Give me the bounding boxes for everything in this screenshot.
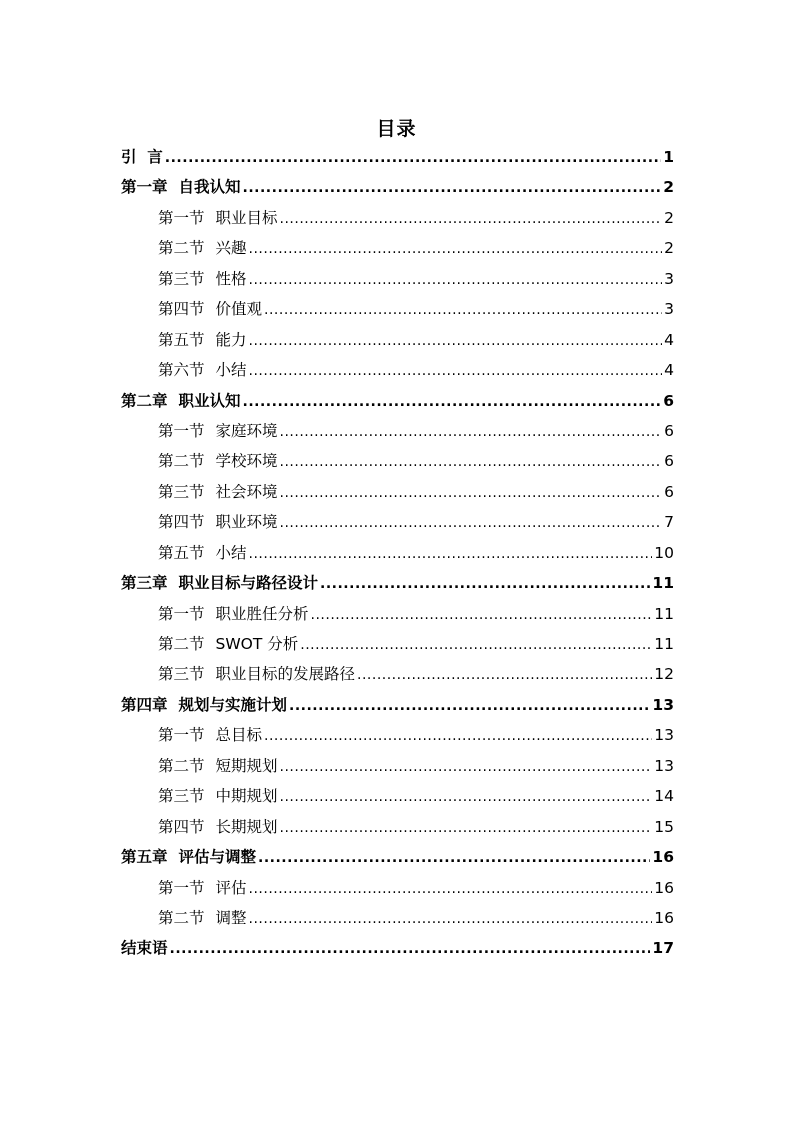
toc-entry-number: 第二节 (158, 635, 205, 653)
toc-entry-label: 小结 (215, 543, 247, 562)
toc-entry-title (158, 599, 311, 629)
toc-dot-leader (249, 874, 653, 904)
table-of-contents (121, 142, 674, 964)
toc-section-entry[interactable] (121, 720, 674, 750)
toc-chapter-entry[interactable] (121, 142, 674, 172)
toc-entry-number: 第一章 (121, 178, 168, 197)
toc-page-number: 6 (663, 391, 674, 410)
toc-entry-label: 长期规划 (215, 817, 278, 836)
toc-page-number: 2 (664, 239, 674, 258)
toc-dot-leader (280, 813, 653, 843)
toc-page-number: 13 (652, 695, 674, 714)
toc-entry-number: 第一节 (158, 421, 205, 440)
toc-chapter-entry[interactable] (121, 842, 674, 872)
toc-entry-number: 第一节 (158, 878, 205, 897)
toc-entry-number: 第三节 (158, 665, 205, 684)
toc-entry-label: 职业目标 (215, 208, 278, 227)
toc-entry-title (121, 142, 165, 172)
toc-page-number: 16 (652, 848, 674, 867)
toc-page-number: 11 (654, 635, 674, 653)
toc-page-number: 14 (654, 787, 674, 806)
toc-entry-label: 评估与调整 (178, 848, 257, 867)
toc-entry-label: 学校环境 (215, 452, 278, 471)
toc-dot-leader (300, 630, 652, 660)
toc-entry-label: 性格 (215, 269, 247, 288)
toc-dot-leader (311, 600, 653, 630)
toc-page-number: 12 (654, 665, 674, 684)
toc-page-number: 1 (663, 148, 674, 166)
toc-dot-leader (289, 691, 650, 721)
toc-entry-number: 第一节 (158, 208, 205, 227)
toc-entry-number: 第六节 (158, 361, 205, 380)
toc-dot-leader (165, 143, 661, 173)
toc-entry-label: 社会环境 (215, 482, 278, 501)
toc-entry-number: 第三节 (158, 787, 205, 806)
toc-entry-number: 第三节 (158, 482, 205, 501)
toc-entry-label: 职业目标的发展路径 (215, 665, 356, 684)
toc-section-entry[interactable] (121, 903, 674, 933)
toc-entry-label: 结束语 (121, 939, 168, 958)
toc-dot-leader (280, 508, 663, 538)
toc-entry-title (158, 233, 249, 263)
toc-entry-title (121, 842, 258, 872)
toc-entry-label: 职业环境 (215, 513, 278, 532)
toc-page-number: 3 (664, 300, 674, 319)
toc-entry-number: 第二节 (158, 756, 205, 775)
toc-page-number: 2 (664, 208, 674, 227)
toc-entry-label: SWOT 分析 (215, 635, 299, 653)
toc-entry-label: 职业胜任分析 (215, 604, 309, 623)
toc-entry-label: 小结 (215, 361, 247, 380)
toc-entry-title (121, 568, 320, 598)
toc-dot-leader (280, 752, 653, 782)
toc-entry-label: 职业目标与路径设计 (178, 574, 319, 593)
toc-entry-label: 总目标 (215, 726, 263, 745)
toc-section-entry[interactable] (121, 203, 674, 233)
toc-entry-title (158, 477, 280, 507)
toc-entry-title (158, 812, 280, 842)
toc-entry-title (158, 751, 280, 781)
toc-section-entry[interactable] (121, 355, 674, 385)
toc-section-entry[interactable] (121, 751, 674, 781)
toc-entry-label: 引 言 (121, 148, 163, 166)
toc-entry-number: 第五节 (158, 330, 205, 349)
toc-entry-title (158, 873, 249, 903)
toc-dot-leader (249, 265, 663, 295)
toc-entry-number: 第一节 (158, 604, 205, 623)
toc-chapter-entry[interactable] (121, 172, 674, 202)
toc-entry-number: 第四节 (158, 817, 205, 836)
toc-entry-label: 评估 (215, 878, 247, 897)
toc-entry-title (158, 538, 249, 568)
toc-section-entry[interactable] (121, 325, 674, 355)
toc-page-number: 13 (654, 726, 674, 745)
toc-page-number: 16 (654, 908, 674, 927)
toc-entry-label: 兴趣 (215, 239, 247, 258)
toc-section-entry[interactable] (121, 264, 674, 294)
toc-page-number: 17 (652, 939, 674, 958)
toc-entry-title (158, 781, 280, 811)
toc-section-entry[interactable] (121, 599, 674, 629)
toc-entry-number: 第四章 (121, 695, 168, 714)
toc-dot-leader (280, 447, 663, 477)
toc-entry-label: 中期规划 (215, 787, 278, 806)
toc-page-number: 4 (664, 330, 674, 349)
toc-entry-label: 自我认知 (178, 178, 241, 197)
toc-entry-title (158, 416, 280, 446)
toc-section-entry[interactable] (121, 629, 674, 659)
toc-page-number: 7 (664, 513, 674, 532)
toc-dot-leader (249, 234, 663, 264)
toc-dot-leader (280, 417, 663, 447)
toc-entry-number: 第三节 (158, 269, 205, 288)
toc-entry-number: 第二节 (158, 239, 205, 258)
toc-dot-leader (249, 326, 663, 356)
toc-entry-label: 短期规划 (215, 756, 278, 775)
toc-page-number: 2 (663, 178, 674, 197)
toc-entry-number: 第二节 (158, 908, 205, 927)
toc-dot-leader (249, 904, 653, 934)
toc-section-entry[interactable] (121, 873, 674, 903)
toc-entry-label: 规划与实施计划 (178, 695, 288, 714)
toc-section-entry[interactable] (121, 781, 674, 811)
toc-entry-label: 职业认知 (178, 391, 241, 410)
toc-entry-number: 第一节 (158, 726, 205, 745)
toc-entry-title (158, 446, 280, 476)
toc-dot-leader (280, 204, 663, 234)
toc-page-number: 11 (652, 574, 674, 593)
toc-dot-leader (264, 295, 662, 325)
toc-dot-leader (258, 843, 650, 873)
toc-page-number: 6 (664, 482, 674, 501)
toc-entry-title (158, 903, 249, 933)
toc-entry-title (158, 325, 249, 355)
toc-dot-leader (243, 173, 662, 203)
page-title: 目录 (376, 117, 417, 140)
toc-section-entry[interactable] (121, 294, 674, 324)
toc-entry-title (158, 294, 264, 324)
toc-section-entry[interactable] (121, 416, 674, 446)
toc-entry-label: 家庭环境 (215, 421, 278, 440)
toc-entry-title (158, 659, 357, 689)
toc-page-number: 10 (654, 543, 674, 562)
toc-entry-number: 第三章 (121, 574, 168, 593)
toc-entry-number: 第五章 (121, 848, 168, 867)
toc-dot-leader (320, 569, 650, 599)
toc-page-number: 16 (654, 878, 674, 897)
toc-entry-number: 第五节 (158, 543, 205, 562)
toc-page-number: 11 (654, 604, 674, 623)
toc-entry-title (121, 386, 243, 416)
toc-entry-label: 调整 (215, 908, 247, 927)
toc-entry-title (158, 507, 280, 537)
toc-entry-label: 能力 (215, 330, 247, 349)
toc-entry-title (158, 629, 300, 659)
toc-entry-number: 第四节 (158, 513, 205, 532)
toc-section-entry[interactable] (121, 507, 674, 537)
toc-page-number: 6 (664, 421, 674, 440)
toc-chapter-entry[interactable] (121, 386, 674, 416)
toc-entry-label: 价值观 (215, 300, 263, 319)
toc-page-number: 4 (664, 361, 674, 380)
toc-page-number: 13 (654, 756, 674, 775)
toc-page-number: 6 (664, 452, 674, 471)
toc-entry-title (158, 355, 249, 385)
toc-section-entry[interactable] (121, 233, 674, 263)
toc-dot-leader (280, 782, 653, 812)
toc-section-entry[interactable] (121, 812, 674, 842)
toc-dot-leader (249, 356, 663, 386)
toc-entry-title (121, 933, 170, 963)
toc-page-number: 15 (654, 817, 674, 836)
toc-entry-number: 第二章 (121, 391, 168, 410)
toc-chapter-entry[interactable] (121, 690, 674, 720)
toc-entry-number: 第二节 (158, 452, 205, 471)
toc-page-number: 3 (664, 269, 674, 288)
toc-entry-title (158, 264, 249, 294)
toc-chapter-entry[interactable] (121, 568, 674, 598)
toc-section-entry[interactable] (121, 538, 674, 568)
toc-entry-title (121, 690, 289, 720)
toc-entry-title (158, 203, 280, 233)
toc-entry-number: 第四节 (158, 300, 205, 319)
toc-section-entry[interactable] (121, 446, 674, 476)
toc-chapter-entry[interactable] (121, 933, 674, 963)
toc-dot-leader (264, 721, 652, 751)
toc-dot-leader (243, 387, 662, 417)
toc-section-entry[interactable] (121, 477, 674, 507)
toc-dot-leader (249, 539, 653, 569)
toc-dot-leader (280, 478, 663, 508)
toc-section-entry[interactable] (121, 659, 674, 689)
toc-entry-title (158, 720, 264, 750)
toc-entry-title (121, 172, 243, 202)
toc-dot-leader (170, 934, 651, 964)
toc-dot-leader (357, 660, 652, 690)
